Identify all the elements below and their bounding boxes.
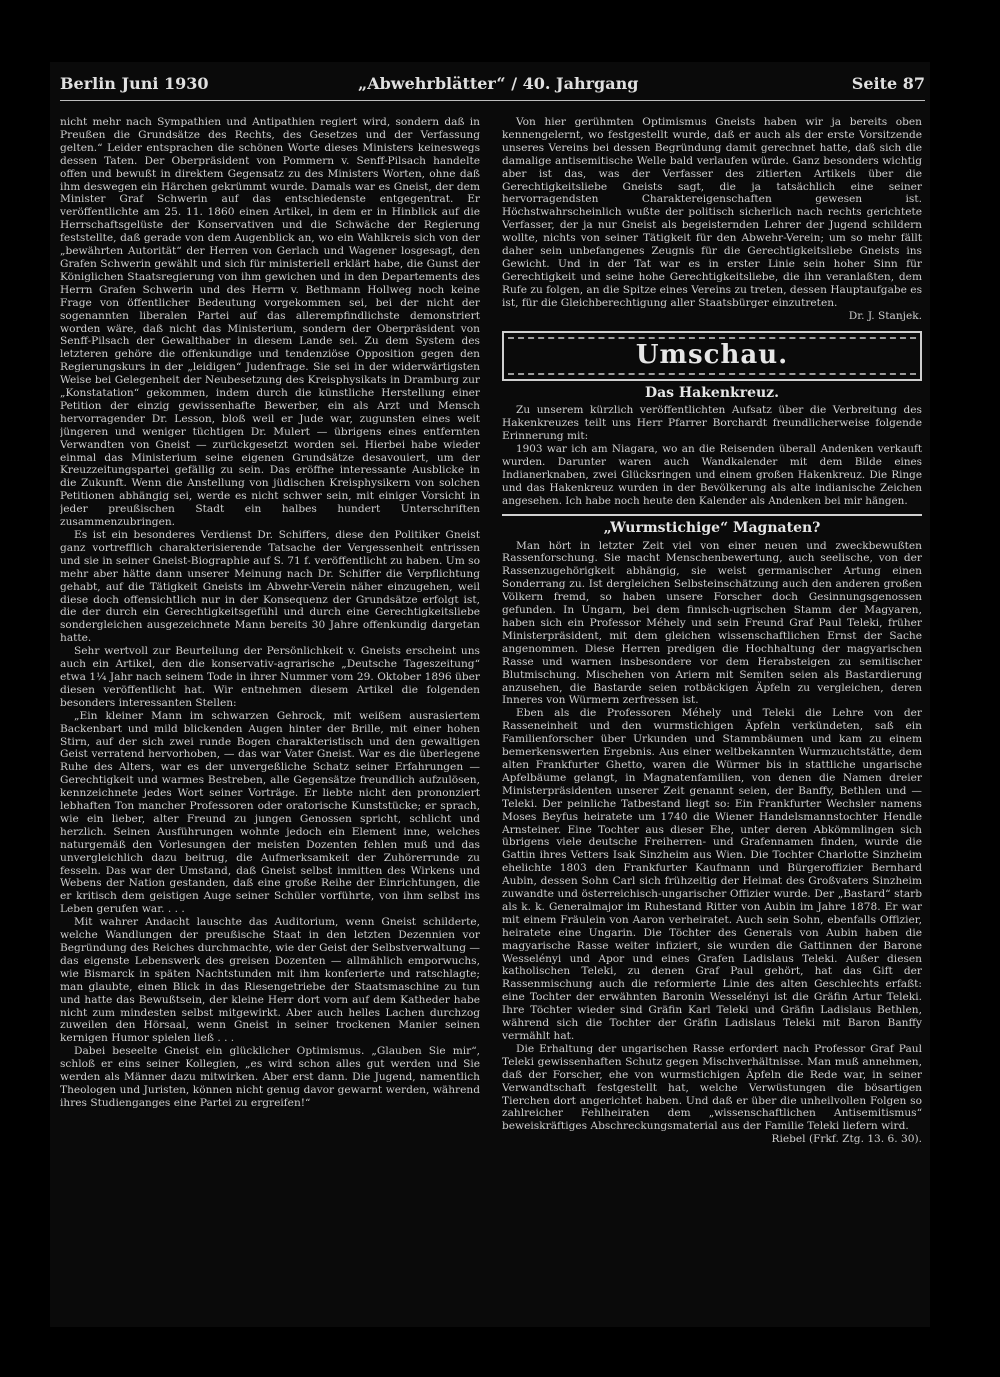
section-1-quote: 1903 war ich am Niagara, wo an die Reisenden überall Andenken verkauft wurden. Darunter waren auch Wandkalender mit dem Bilde eines Indianerknaben, zwei Glücksringen und einem großen Hakenkreuz. Die Ringe und das Hakenkreuz wurden in der Bevölkerung als alte indianische Zeichen angesehen. Ich habe noch heute den Kalender als Andenken bei mir hängen. bbox=[502, 443, 922, 507]
umschau-title: Umschau. bbox=[635, 340, 789, 371]
header-page-number: Seite 87 bbox=[851, 74, 925, 93]
page-header bbox=[60, 74, 925, 102]
section-2-paragraph: Man hört in letzter Zeit viel von einer neuen und zweckbewußten Rassenforschung. Sie macht Menschenbewertung, auch seelische, von der Rassenzugehörigkeit abhängig, sie weist germanischer Artung einen Sonderrang zu. Ist dergleichen Selbsteinschätzung auch den anderen großen Völkern fremd, so haben unsere Forscher doch Gesinnungsgenossen gefunden. In Ungarn, bei dem finnisch-ugrischen Stamm der Magyaren, haben sich ein Professor Méhely und sein Freund Graf Paul Teleki, früher Ministerpräsident, mit dem gleichen wissenschaftlichen Ernst der Sache angenommen. Diese Herren predigen die Hochhaltung der magyarischen Rasse und warnen insbesondere vor dem Herabsteigen zu semitischer Blutmischung. Mischehen von Ariern mit Semiten seien als Bastardierung anzusehen, die Bastarde seien rotbäckigen Äpfeln zu vergleichen, deren Inneres von Würmern zerfressen ist. bbox=[502, 539, 922, 707]
header-publication: „Abwehrblätter“ / 40. Jahrgang bbox=[358, 74, 639, 93]
header-rule bbox=[60, 100, 925, 101]
section-divider bbox=[502, 514, 922, 516]
section-title-magnaten: „Wurmstichige“ Magnaten? bbox=[603, 519, 821, 536]
section-2-paragraph: Eben als die Professoren Méhely und Teleki die Lehre von der Rasseneinheit und den wurmstichigen Äpfeln verkündeten, saß ein Familienforscher über Urkunden und Stammbäumen und kam zu einem bemerkenswerten Ergebnis. Aus einer weltbekannten Wurmzuchtstätte, dem alten Frankfurter Ghetto, waren die Würmer bis in stattliche ungarische Apfelbäume gelangt, in Magnatenfamilien, von denen die Namen dreier Ministerpräsidenten unserer Zeit genannt seien, der Banffy, Bethlen und — Teleki. Der peinliche Tatbestand liegt so: Ein Frankfurter Wechsler namens Moses Beyfus heiratete um 1740 die Wiener Handelsmannstochter Hendle Arnsteiner. Eine Tochter aus dieser Ehe, unter deren Abkömmlingen sich übrigens viele deutsche Freiherren- und Grafennamen finden, wurde die Gattin ihres Vetters Isak Sinzheim aus Wien. Die Tochter Charlotte Sinzheim ehelichte 1803 den Frankfurter Kaufmann und Bürgeroffizier Bernhard Aubin, dessen Sohn Carl sich frühzeitig der Heimat des Großvaters Sinzheim zuwandte und österreichisch-ungarischer Offizier wurde. Der „Bastard“ starb als k. k. Generalmajor im Ruhestand Ritter von Aubin im Jahre 1878. Er war mit einem Fräulein von Aaron verheiratet. Auch sein Sohn, ebenfalls Offizier, heiratete eine Ungarin. Die Töchter des Generals von Aubin haben die magyarische Rasse weiter infiziert, sie wurden die Gattinnen der Barone Wesselényi und Apor und eines Grafen Ladislaus Teleki. Außer diesen katholischen Teleki, zu denen Graf Paul gehört, hat das Gift der Rassenmischung auch die reformierte Linie des alten Geschlechts erfaßt: eine Tochter der erwähnten Baronin Wesselényi ist die Gräfin Artur Teleki. Ihre Töchter wieder sind Gräfin Karl Teleki und Gräfin Ladislaus Bethlen, während sich die Tochter der Gräfin Ladislaus Teleki mit Baron Banffy vermählt hat. bbox=[502, 707, 922, 1042]
newspaper-page bbox=[50, 62, 930, 1327]
left-paragraph: Dabei beseelte Gneist ein glücklicher Optimismus. „Glauben Sie mir“, schloß er eins seiner Kollegien, „es wird schon alles gut werden und Sie werden als Männer dazu mitwirken. Aber erst dann. Die Jugend, namentlich Theologen und Juristen, können nicht genug davor gewarnt werden, während ihres Studienganges eine Partei zu ergreifen!“ bbox=[60, 1045, 480, 1109]
header-place-date: Berlin Juni 1930 bbox=[60, 74, 209, 93]
right-column bbox=[502, 116, 922, 1321]
left-paragraph: „Ein kleiner Mann im schwarzen Gehrock, mit weißem ausrasiertem Backenbart und mild blickenden Augen hinter der Brille, mit einer hohen Stirn, auf der sich zwei runde Bogen charakteristisch und den gewaltigen Geist verratend hervorhoben, — das war Vater Gneist. War es die überlegene Ruhe des Alters, war es der unvergeßliche Schatz seiner Erfahrungen — Gerechtigkeit und warmes Bestreben, alle Gegensätze freundlich aufzulösen, kennzeichnete jedes Wort seiner Vorträge. Er liebte nicht den prononziert lebhaften Ton mancher Professoren oder oratorische Kunststücke; er sprach, wie ein lieber, alter Freund zu jungen Genossen spricht, schlicht und herzlich. Seinen Ausführungen wohnte jedoch ein Element inne, welches naturgemäß den Vorlesungen der meisten Dozenten fehlen muß und das unvergleichlich dazu beitrug, die Aufmerksamkeit der Zuhörerrunde zu fesseln. Das war der Umstand, daß Gneist selbst inmitten des Wirkens und Webens der Nation gestanden, daß eine große Reihe der Einrichtungen, die er kritisch dem geistigen Auge seiner Schüler vorführte, von ihm selbst ins Leben gerufen war. . . . bbox=[60, 709, 480, 916]
right-paragraph: Von hier gerühmten Optimismus Gneists haben wir ja bereits oben kennengelernt, wo festgestellt wurde, daß er auch als der erste Vorsitzende unseres Vereins bei dessen Begründung damit gerechnet hatte, daß sich die damalige antisemitische Welle bald verlaufen würde. Ganz besonders wichtig aber ist das, was der Verfasser des zitierten Artikels über die Gerechtigkeitsliebe Gneists sagt, die ja tatsächlich eine seiner hervorragendsten Charaktereigenschaften gewesen ist. Höchstwahrscheinlich wußte der politisch sicherlich nach rechts gerichtete Verfasser, der ja nur Gneist als begeisternden Lehrer der Jugend schildern wollte, nichts von seiner Tätigkeit für den Abwehr-Verein; um so mehr fällt daher sein unbefangenes Zeugnis für die Gerechtigkeitsliebe Gneists ins Gewicht. Und in der Tat war es in erster Linie sein hoher Sinn für Gerechtigkeit und seine hohe Gerechtigkeitsliebe, die ihn veranlaßten, dem Rufe zu folgen, an die Spitze eines Vereins zu treten, dessen Hauptaufgabe es ist, für die Gleichberechtigung aller Staatsbürger einzutreten. bbox=[502, 116, 922, 309]
section-1-intro: Zu unserem kürzlich veröffentlichten Aufsatz über die Verbreitung des Hakenkreuzes teilt uns Herr Pfarrer Borchardt freundlicherweise folgende Erinnerung mit: bbox=[502, 404, 922, 443]
left-paragraph: Es ist ein besonderes Verdienst Dr. Schiffers, diese den Politiker Gneist ganz vortrefflich charakterisierende Tatsache der Vergessenheit entrissen und sie in seiner Gneist-Biographie auf S. 71 f. veröffentlicht zu haben. Um so mehr aber hätte dann unserer Meinung nach Dr. Schiffer die Verpflichtung gehabt, auf die Tätigkeit Gneists im Abwehr-Verein näher einzugehen, weil diese doch offensichtlich nur in der Konsequenz der Grundsätze erfolgt ist, die der durch ein Gerechtigkeitsgefühl und durch eine Gerechtigkeitsliebe sondergleichen ausgezeichnete Mann bereits 30 Jahre offenkundig dargetan hatte. bbox=[60, 529, 480, 645]
section-2-paragraph: Die Erhaltung der ungarischen Rasse erfordert nach Professor Graf Paul Teleki gewissenhaften Schutz gegen Mischverhältnisse. Man muß annehmen, daß der Forscher, ehe von wurmstichigen Äpfeln die Rede war, in seiner Verwandtschaft festgestellt hat, welche Verwüstungen die bösartigen Tierchen dort angerichtet haben. Und daß er über die unheilvollen Folgen so zahlreicher Fehlheiraten dem „wissenschaftlichen Antisemitismus“ beweiskräftiges Abschreckungsmaterial aus der Familie Teleki liefern wird. bbox=[502, 1042, 922, 1133]
left-column bbox=[60, 116, 480, 1321]
signature-riebel: Riebel (Frkf. Ztg. 13. 6. 30). bbox=[771, 1133, 922, 1146]
signature-stanjek: Dr. J. Stanjek. bbox=[848, 309, 922, 322]
section-title-hakenkreuz: Das Hakenkreuz. bbox=[644, 384, 780, 401]
umschau-banner bbox=[502, 331, 922, 381]
left-paragraph: Mit wahrer Andacht lauschte das Auditorium, wenn Gneist schilderte, welche Wandlungen der preußische Staat in den letzten Dezennien vor Begründung des Reiches durchmachte, wie der Geist der Selbstverwaltung — das eigenste Lebenswerk des greisen Dozenten — allmählich emporwuchs, wie Bismarck in späten Nachtstunden mit ihm konferierte und ratschlagte; man glaubte, einen Blick in das Riesengetriebe der Staatsmaschine zu tun und hatte das Bewußtsein, der kleine Herr dort vorn auf dem Katheder habe nicht zum mindesten selbst mitgewirkt. Aber auch helles Lachen durchzog zuweilen den Hörsaal, wenn Gneist in seiner trockenen Manier seinen kernigen Humor spielen ließ . . . bbox=[60, 916, 480, 1045]
left-paragraph: nicht mehr nach Sympathien und Antipathien regiert wird, sondern daß in Preußen die Grundsätze des Rechts, des Gesetzes und der Verfassung gelten.“ Leider entsprachen die schönen Worte dieses Ministers keineswegs dessen Taten. Der Oberpräsident von Pommern v. Senff-Pilsach handelte offen und bewußt in direktem Gegensatz zu des Ministers Worten, ohne daß ihm deswegen ein Härchen gekrümmt wurde. Damals war es Gneist, der dem Minister Graf Schwerin auf das entschiedenste entgegentrat. Er veröffentlichte am 25. 11. 1860 einen Artikel, in dem er in Hinblick auf die Herrschaftsgelüste der Konservativen und die Schwäche der Regierung feststellte, daß gerade von dem Augenblick an, wo ein Wahlkreis sich von der „bewährten Autorität“ der Herren von Gerlach und Wagener losgesagt, den Grafen Schwerin gewählt und sich für ministeriell erklärt habe, die Gunst der Königlichen Staatsregierung von ihm gewichen und in den Departements des Herrn Grafen Schwerin und des Herrn v. Bethmann Hollweg noch keine Frage von öffentlicher Bedeutung vorgekommen sei, bei der nicht der sogenannten liberalen Partei auf das allerempfindlichste demonstriert worden wäre, daß nicht das Ministerium, sondern der Oberpräsident von Senff-Pilsach der Gewalthaber in diesem Lande sei. Zu dem System des letzteren gehöre die offenkundige und tendenziöse Opposition gegen den Regierungskurs in der „leidigen“ Judenfrage. Sie sei in der widerwärtigsten Weise bei Gelegenheit der Neubesetzung des Kreisphysikats in Dramburg zur „Konstatation“ gekommen, indem durch die künstliche Herstellung einer Petition der einzig gewissenhafte Bewerber, ein als Arzt und Mensch hervorragender Dr. Lesson, bloß weil er Jude war, zugunsten eines weit jüngeren und weniger tüchtigen Dr. Mulert — übrigens eines entfernten Verwandten von Gneist — zurückgesetzt worden sei. Hierbei habe wieder einmal das Ministerium seine eigenen Grundsätze desavouiert, um der Kreuzzeitungspartei gefällig zu sein. Das eröffne interessante Ausblicke in die Zukunft. Wenn die Anstellung von jüdischen Kreisphysikern von solchen Petitionen abhängig sei, werde es nicht schwer sein, mit einiger Vorsicht in jeder preußischen Stadt ein halbes hundert Unterschriften zusammenzubringen. bbox=[60, 116, 480, 529]
left-paragraph: Sehr wertvoll zur Beurteilung der Persönlichkeit v. Gneists erscheint uns auch ein Artikel, den die konservativ-agrarische „Deutsche Tageszeitung“ etwa 1¼ Jahr nach seinem Tode in ihrer Nummer vom 29. Oktober 1896 über diesen veröffentlicht hat. Wir entnehmen diesem Artikel die folgenden besonders interessanten Stellen: bbox=[60, 645, 480, 709]
